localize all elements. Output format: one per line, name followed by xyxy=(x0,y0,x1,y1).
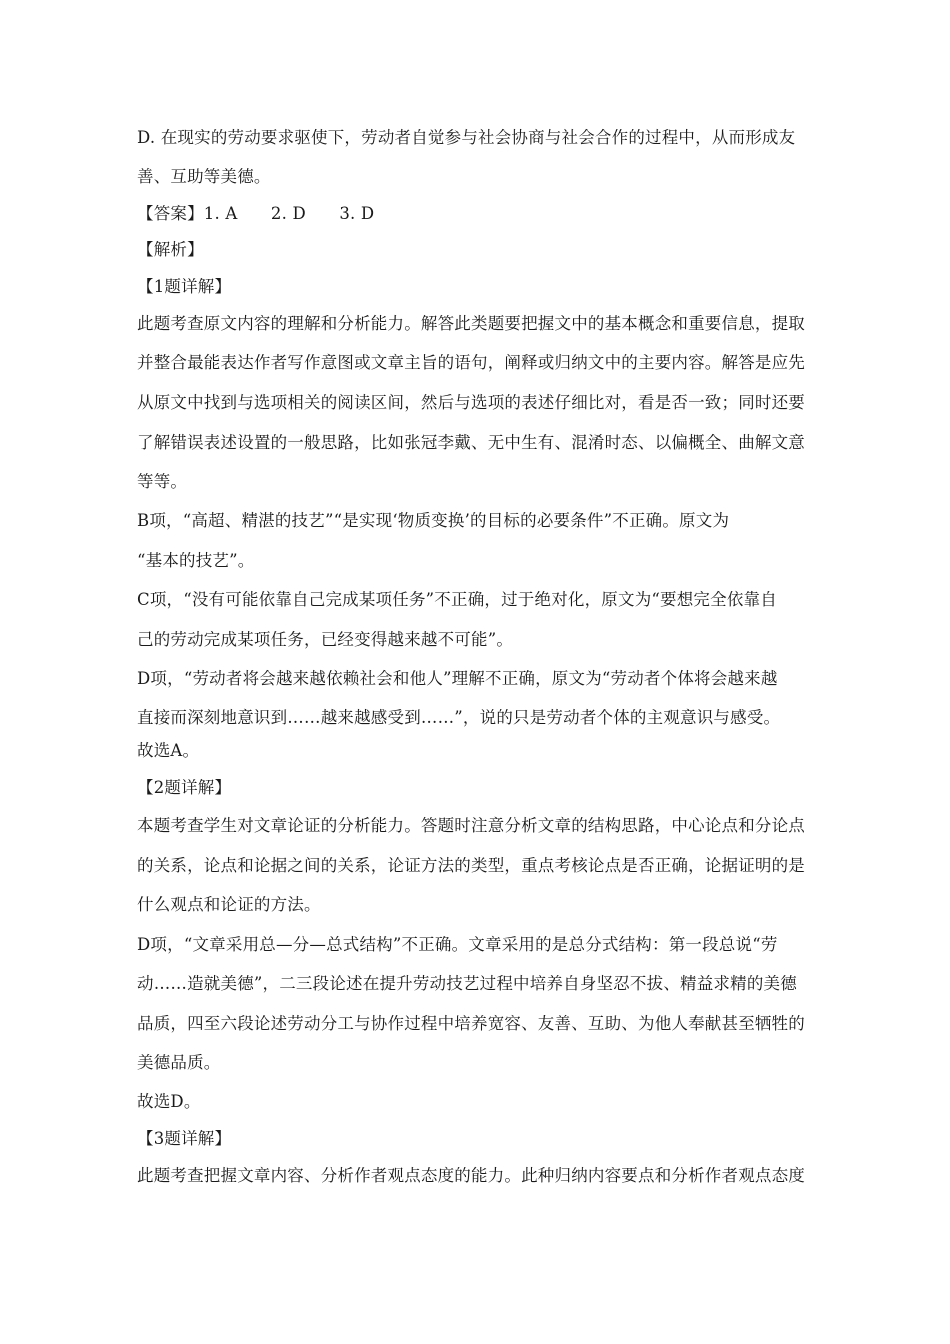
q2-option-d-line: 动……造就美德”，二三段论述在提升劳动技艺过程中培养自身坚忍不拔、精益求精的美德 xyxy=(137,974,797,993)
option-d-line-2: 善、互助等美德。 xyxy=(137,167,271,186)
q1-option-c-line: 己的劳动完成某项任务，已经变得越来越不可能”。 xyxy=(137,630,514,649)
q1-option-c-line: C项，“没有可能依靠自己完成某项任务”不正确，过于绝对化，原文为“要想完全依靠自 xyxy=(137,590,777,609)
q1-option-b-line: B项，“高超、精湛的技艺”“是实现‘物质变换’的目标的必要条件”不正确。原文为 xyxy=(137,511,730,530)
q1-option-b-line: “基本的技艺”。 xyxy=(137,551,255,570)
q3-paragraph-line: 此题考查把握文章内容、分析作者观点态度的能力。此种归纳内容要点和分析作者观点态度 xyxy=(137,1166,805,1185)
answer-line: 【答案】1. A 2. D 3. D xyxy=(137,204,375,223)
q1-paragraph-line: 并整合最能表达作者写作意图或文章主旨的语句，阐释或归纳文中的主要内容。解答是应先 xyxy=(137,353,805,372)
option-d-line-1: D. 在现实的劳动要求驱使下，劳动者自觉参与社会协商与社会合作的过程中，从而形成友 xyxy=(137,128,796,147)
q2-option-d-line: 美德品质。 xyxy=(137,1053,221,1072)
q2-paragraph-line: 本题考查学生对文章论证的分析能力。答题时注意分析文章的结构思路，中心论点和分论点 xyxy=(137,816,805,835)
q1-option-d-line: D项，“劳动者将会越来越依赖社会和他人”理解不正确，原文为“劳动者个体将会越来越 xyxy=(137,669,778,688)
q1-heading: 【1题详解】 xyxy=(137,277,232,296)
analysis-heading: 【解析】 xyxy=(137,240,204,259)
q1-choice: 故选A。 xyxy=(137,741,200,760)
q1-paragraph-line: 从原文中找到与选项相关的阅读区间，然后与选项的表述仔细比对，看是否一致；同时还要 xyxy=(137,393,805,412)
q1-option-d-line: 直接而深刻地意识到……越来越感受到……”，说的只是劳动者个体的主观意识与感受。 xyxy=(137,708,781,727)
q2-choice: 故选D。 xyxy=(137,1092,201,1111)
q2-paragraph-line: 什么观点和论证的方法。 xyxy=(137,895,321,914)
q3-heading: 【3题详解】 xyxy=(137,1129,232,1148)
q1-paragraph-line: 此题考查原文内容的理解和分析能力。解答此类题要把握文中的基本概念和重要信息，提取 xyxy=(137,314,805,333)
q2-option-d-line: 品质，四至六段论述劳动分工与协作过程中培养宽容、友善、互助、为他人奉献甚至牺牲的 xyxy=(137,1014,805,1033)
q2-heading: 【2题详解】 xyxy=(137,778,232,797)
q2-paragraph-line: 的关系，论点和论据之间的关系，论证方法的类型，重点考核论点是否正确，论据证明的是 xyxy=(137,856,805,875)
q1-paragraph-line: 了解错误表述设置的一般思路，比如张冠李戴、无中生有、混淆时态、以偏概全、曲解文意 xyxy=(137,433,805,452)
q2-option-d-line: D项，“文章采用总—分—总式结构”不正确。文章采用的是总分式结构：第一段总说“劳 xyxy=(137,935,778,954)
q1-paragraph-line: 等等。 xyxy=(137,472,188,491)
